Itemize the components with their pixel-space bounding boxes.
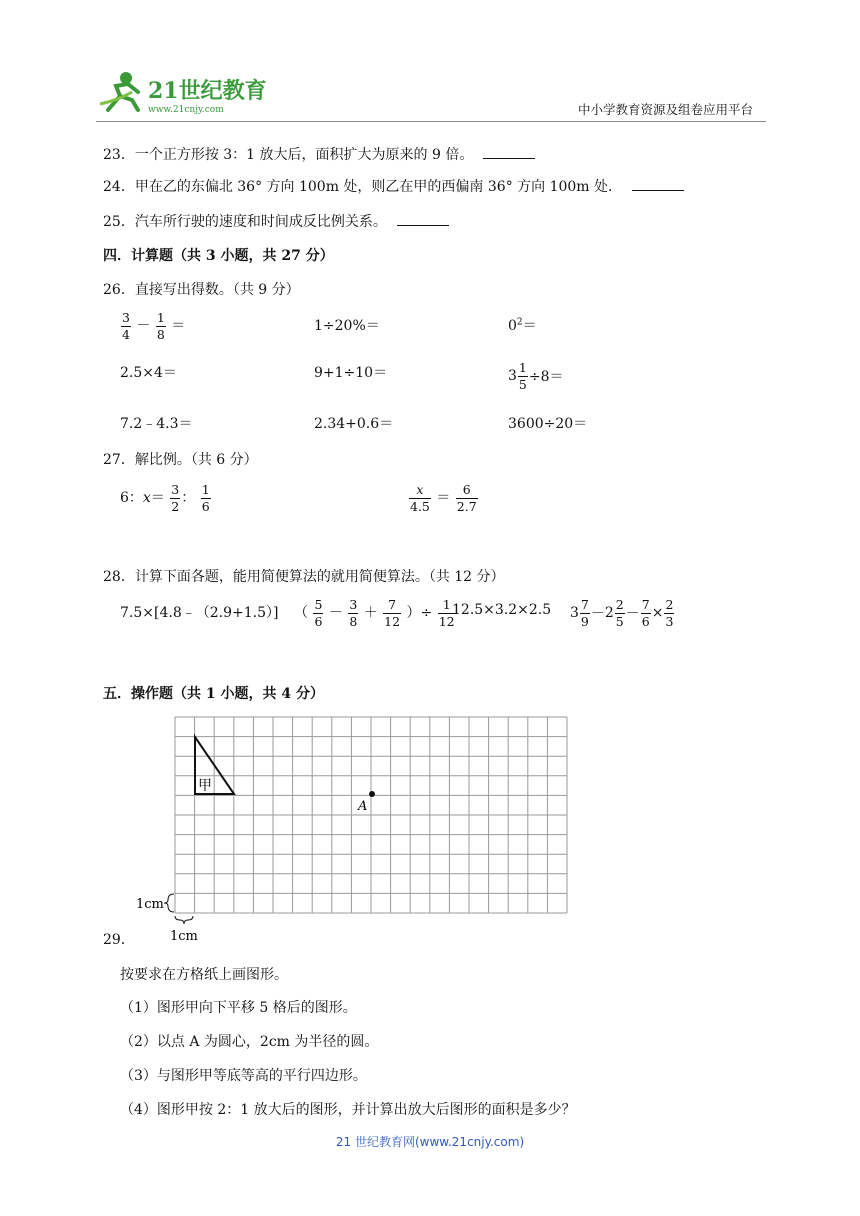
platform-name: 中小学教育资源及组卷应用平台 bbox=[578, 102, 754, 117]
q29-step-2: （2）以点 A 为圆心，2cm 为半径的圆。 bbox=[120, 1034, 379, 1050]
proportion-2 bbox=[408, 482, 479, 514]
paren-close-divide: ）÷ bbox=[406, 605, 433, 622]
equals: ＝ bbox=[436, 490, 451, 507]
calc-item-6 bbox=[508, 360, 564, 392]
fraction-numerator: 2 bbox=[615, 597, 624, 612]
mixed-whole: 3 bbox=[570, 605, 579, 622]
brace-horizontal-icon bbox=[175, 916, 193, 924]
expression-rest: ÷8＝ bbox=[528, 369, 564, 386]
fraction-numerator: 1 bbox=[156, 310, 165, 325]
question-23-text: 23．一个正方形按 3：1 放大后，面积扩大为原来的 9 倍。 bbox=[103, 147, 474, 163]
fraction-numerator: 7 bbox=[641, 597, 650, 612]
question-26-title: 26．直接写出得数。（共 9 分） bbox=[103, 282, 300, 298]
logo-subtitle: www.21cnjy.com bbox=[148, 105, 224, 115]
fraction-denominator: 6 bbox=[314, 613, 323, 629]
calc-item-4: 2.5×4＝ bbox=[120, 365, 177, 381]
paren-open: （ bbox=[294, 605, 308, 622]
power-base: 0 bbox=[508, 318, 517, 334]
fraction-denominator: 6 bbox=[641, 613, 650, 629]
runner-logo-icon bbox=[98, 70, 268, 116]
operator: － bbox=[328, 605, 343, 622]
calc-item-7: 7.2﹣4.3＝ bbox=[120, 416, 193, 432]
grid-lines bbox=[175, 717, 567, 913]
answer-blank[interactable] bbox=[397, 213, 449, 226]
fraction-denominator: 12 bbox=[384, 613, 401, 629]
fraction-denominator: 12 bbox=[438, 613, 455, 629]
fraction-numerator: 3 bbox=[122, 310, 130, 325]
calc-item-2: 1÷20%＝ bbox=[314, 318, 380, 334]
question-28-title: 28．计算下面各题，能用简便算法的就用简便算法。（共 12 分） bbox=[103, 569, 505, 585]
point-a-label: A bbox=[358, 799, 368, 814]
fraction-denominator: 4 bbox=[122, 326, 130, 342]
fraction-numerator: 5 bbox=[314, 597, 323, 612]
grid-paper[interactable] bbox=[130, 712, 575, 944]
q29-step-3: （3）与图形甲等底等高的平行四边形。 bbox=[120, 1068, 367, 1084]
question-24-text: 24．甲在乙的东偏北 36° 方向 100m 处，则乙在甲的西偏南 36° 方向 100m 处． bbox=[103, 179, 623, 195]
q29-step-1: （1）图形甲向下平移 5 格后的图形。 bbox=[120, 1000, 357, 1016]
unit-vertical-label: 1cm bbox=[136, 897, 164, 912]
question-29-number: 29． bbox=[103, 932, 135, 948]
fraction-numerator: 7 bbox=[580, 597, 589, 612]
expression-2 bbox=[294, 597, 457, 629]
expression-1: 7.5×[4.8﹣（2.9+1.5）] bbox=[120, 605, 279, 621]
mixed-whole: 3 bbox=[508, 368, 517, 385]
fraction-numerator: x bbox=[409, 482, 431, 499]
section-5-title: 五．操作题（共 1 小题，共 4 分） bbox=[103, 686, 324, 702]
question-25-text: 25．汽车所行驶的速度和时间成反比例关系。 bbox=[103, 214, 387, 230]
fraction-denominator: 2 bbox=[171, 498, 180, 514]
operator: － bbox=[590, 606, 605, 623]
equals: ＝ bbox=[150, 490, 165, 507]
question-23 bbox=[103, 144, 535, 164]
operator: ＋ bbox=[363, 605, 378, 622]
fraction-denominator: 2.7 bbox=[456, 498, 477, 514]
fraction-denominator: 8 bbox=[349, 613, 358, 629]
operator: － bbox=[136, 318, 151, 335]
fraction-denominator: 4.5 bbox=[410, 498, 430, 514]
operator: × bbox=[651, 605, 664, 622]
footer-text: 21 世纪教育网(www.21cnjy.com) bbox=[335, 1135, 525, 1149]
expression-4 bbox=[570, 597, 675, 629]
fraction-denominator: 9 bbox=[580, 613, 589, 629]
calc-item-8: 2.34+0.6＝ bbox=[314, 416, 394, 432]
question-25 bbox=[103, 211, 449, 231]
fraction-numerator: 6 bbox=[456, 482, 478, 499]
expression-3: 12.5×3.2×2.5 bbox=[452, 602, 552, 618]
operator: － bbox=[625, 606, 640, 623]
fraction-denominator: 3 bbox=[665, 613, 674, 629]
fraction-denominator: 6 bbox=[201, 498, 210, 514]
mixed-whole: 2 bbox=[604, 605, 614, 622]
fraction-denominator: 8 bbox=[156, 326, 165, 342]
header-divider bbox=[96, 121, 766, 122]
question-27-title: 27．解比例。（共 6 分） bbox=[103, 452, 258, 468]
logo bbox=[98, 70, 268, 116]
calc-item-1 bbox=[120, 310, 185, 342]
fraction-numerator: 3 bbox=[349, 597, 358, 612]
question-24 bbox=[103, 176, 684, 196]
answer-blank[interactable] bbox=[483, 146, 535, 159]
point-a bbox=[369, 791, 375, 797]
logo-title: 21世纪教育 bbox=[148, 78, 267, 104]
equals: ＝ bbox=[522, 318, 537, 334]
fraction-numerator: 1 bbox=[518, 360, 527, 375]
proportion-1 bbox=[120, 482, 212, 514]
variable-x: x bbox=[142, 490, 151, 507]
brace-vertical-icon bbox=[164, 894, 174, 912]
proportion-prefix: 6： bbox=[120, 490, 143, 507]
calc-item-9: 3600÷20＝ bbox=[508, 416, 588, 432]
power-exponent: 2 bbox=[516, 317, 523, 328]
calc-item-3 bbox=[508, 315, 537, 335]
fraction-numerator: 7 bbox=[383, 597, 401, 614]
q29-step-4: （4）图形甲按 2：1 放大后的图形，并计算出放大后图形的面积是多少？ bbox=[120, 1102, 576, 1118]
fraction-denominator: 5 bbox=[518, 376, 527, 392]
q29-intro: 按要求在方格纸上画图形。 bbox=[120, 967, 288, 983]
calc-item-5: 9+1÷10＝ bbox=[314, 365, 388, 381]
shape-label-jia: 甲 bbox=[198, 778, 212, 794]
fraction-numerator: 1 bbox=[201, 482, 210, 497]
fraction-denominator: 5 bbox=[615, 613, 624, 629]
fraction-numerator: 2 bbox=[665, 597, 674, 612]
fraction-numerator: 3 bbox=[171, 482, 180, 497]
fraction-numerator: 1 bbox=[438, 597, 456, 614]
answer-blank[interactable] bbox=[632, 178, 684, 191]
unit-horizontal-label: 1cm bbox=[170, 929, 198, 944]
equals: ＝ bbox=[171, 318, 186, 335]
section-4-title: 四．计算题（共 3 小题，共 27 分） bbox=[103, 248, 334, 264]
ratio-colon: ： bbox=[181, 490, 196, 507]
